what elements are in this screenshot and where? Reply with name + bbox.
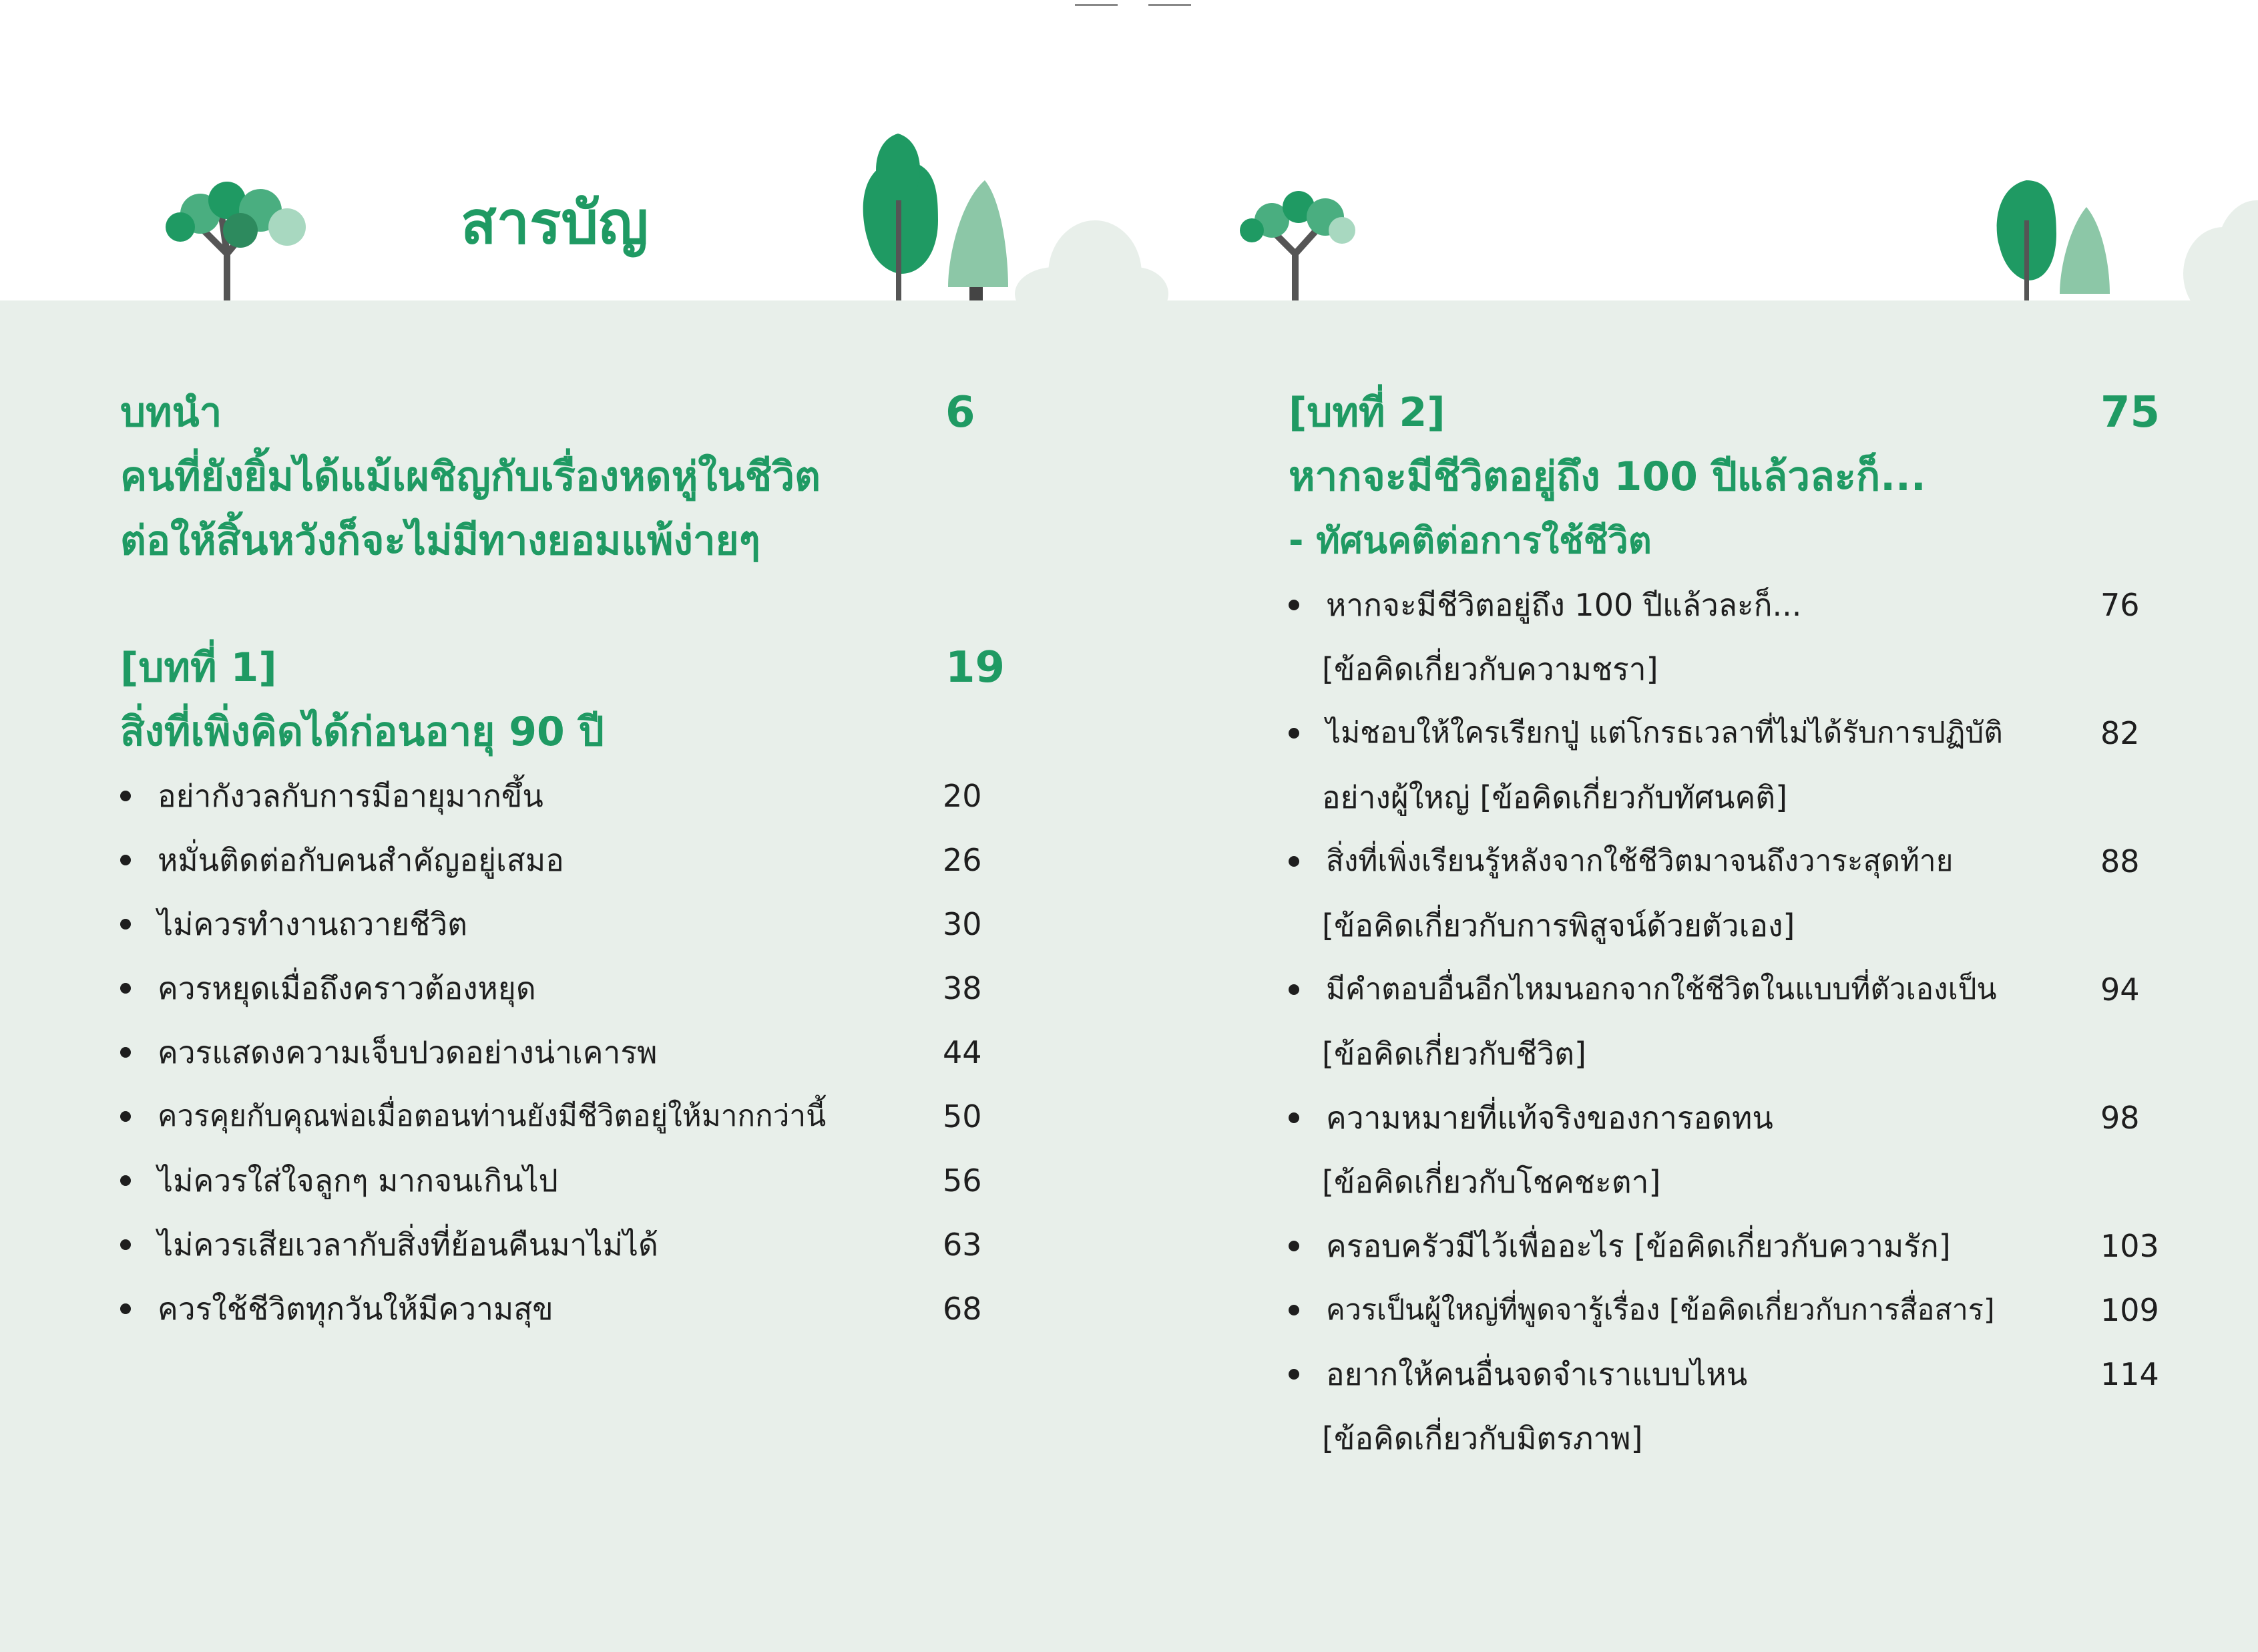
intro-entry[interactable] <box>120 381 995 573</box>
item-page: 82 <box>2100 715 2140 751</box>
chapter-2-label: [บทที่ 2] <box>1289 389 1445 436</box>
item-page: 30 <box>943 906 982 942</box>
bullet-icon <box>120 1175 131 1186</box>
list-item[interactable] <box>1289 701 2177 829</box>
page-title: สารบัญ <box>461 188 649 257</box>
bullet-icon <box>1289 856 1299 867</box>
left-column <box>120 381 1005 1341</box>
item-text: ควรแสดงความเจ็บปวดอย่างน่าเคารพ <box>158 1034 658 1070</box>
item-text: ไม่ควรใส่ใจลูกๆ มากจนเกินไป <box>158 1163 558 1199</box>
bullet-icon <box>120 919 131 930</box>
list-item[interactable] <box>120 1020 995 1084</box>
item-page: 114 <box>2100 1356 2159 1392</box>
chapter-1-title: สิ่งที่เพิ่งคิดได้ก่อนอายุ 90 ปี <box>120 708 604 755</box>
item-text: อย่ากังวลกับการมีอายุมากขึ้น <box>158 778 543 814</box>
item-text-line-2: [ข้อคิดเกี่ยวกับชีวิต] <box>1322 1036 1586 1072</box>
acacia-tree-icon-right <box>1240 191 1355 300</box>
bullet-icon <box>120 1111 131 1122</box>
item-page: 76 <box>2100 587 2140 623</box>
item-text-line-2: [ข้อคิดเกี่ยวกับการพิสูจน์ด้วยตัวเอง] <box>1322 907 1795 944</box>
list-item[interactable] <box>120 1084 995 1149</box>
item-page: 63 <box>943 1227 982 1263</box>
list-item[interactable] <box>1289 1342 2177 1470</box>
bullet-icon <box>120 1303 131 1314</box>
item-text: ควรใช้ชีวิตทุกวันให้มีความสุข <box>158 1291 553 1327</box>
intro-title-line-1: คนที่ยังยิ้มได้แม้เผชิญกับเรื่องหดหู่ในชีวิต <box>120 453 821 500</box>
list-item[interactable] <box>1289 958 2177 1086</box>
item-page: 50 <box>943 1098 982 1134</box>
item-text: หมั่นติดต่อกับคนสำคัญอยู่เสมอ <box>158 842 564 878</box>
item-text: อยากให้คนอื่นจดจำเราแบบไหน <box>1326 1356 1748 1392</box>
intro-title-line-2: ต่อให้สิ้นหวังก็จะไม่มีทางยอมแพ้ง่ายๆ <box>120 518 760 564</box>
chapter-1-list <box>120 764 995 1341</box>
item-text-line-2: [ข้อคิดเกี่ยวกับมิตรภาพ] <box>1322 1420 1643 1456</box>
intro-label: บทนำ <box>120 389 222 436</box>
list-item[interactable] <box>1289 573 2177 701</box>
round-tree-icon-right <box>1997 180 2056 300</box>
bullet-icon <box>120 1239 131 1250</box>
list-item[interactable] <box>120 1149 995 1213</box>
item-page: 38 <box>943 970 982 1006</box>
item-text: มีคำตอบอื่นอีกไหมนอกจากใช้ชีวิตในแบบที่ตัวเองเป็น <box>1326 972 1997 1006</box>
chapter-2-title: หากจะมีชีวิตอยู่ถึง 100 ปีแล้วละก็... <box>1289 453 1926 500</box>
cone-tree-icon <box>948 180 1008 300</box>
list-item[interactable] <box>1289 829 2177 958</box>
bullet-icon <box>1289 1369 1299 1380</box>
chapter-2-entry[interactable] <box>1289 381 2177 573</box>
cone-tree-icon-right <box>2060 207 2110 294</box>
list-item[interactable] <box>120 764 995 828</box>
chapter-1-label: [บทที่ 1] <box>120 644 277 691</box>
bullet-icon <box>1289 984 1299 995</box>
bullet-icon <box>1289 728 1299 739</box>
list-item[interactable] <box>120 1277 995 1341</box>
list-item[interactable] <box>120 892 995 956</box>
bullet-icon <box>120 855 131 865</box>
item-text: ครอบครัวมีไว้เพื่ออะไร [ข้อคิดเกี่ยวกับความรัก] <box>1326 1228 1951 1264</box>
item-text-line-2: [ข้อคิดเกี่ยวกับโชคชะตา] <box>1322 1164 1661 1200</box>
bullet-icon <box>120 1047 131 1058</box>
item-text-line-2: [ข้อคิดเกี่ยวกับความชรา] <box>1322 651 1658 687</box>
item-text: ควรเป็นผู้ใหญ่ที่พูดจารู้เรื่อง [ข้อคิดเกี่ยวกับการสื่อสาร] <box>1326 1293 1995 1327</box>
item-page: 20 <box>943 778 982 814</box>
item-text: สิ่งที่เพิ่งเรียนรู้หลังจากใช้ชีวิตมาจนถึงวาระสุดท้าย <box>1326 844 1954 878</box>
chapter-2-subtitle: - ทัศนคติต่อการใช้ชีวิต <box>1289 520 1652 562</box>
item-page: 94 <box>2100 972 2140 1008</box>
round-tree-icon <box>863 134 938 300</box>
acacia-tree-icon <box>166 182 306 300</box>
chapter-2-list <box>1289 573 2177 1470</box>
list-item[interactable] <box>1289 1086 2177 1214</box>
item-page: 44 <box>943 1034 982 1070</box>
item-text: ไม่ควรเสียเวลากับสิ่งที่ย้อนคืนมาไม่ได้ <box>158 1227 658 1263</box>
item-text-line-2: อย่างผู้ใหญ่ [ข้อคิดเกี่ยวกับทัศนคติ] <box>1322 779 1788 815</box>
bullet-icon <box>1289 1112 1299 1123</box>
item-text: ควรคุยกับคุณพ่อเมื่อตอนท่านยังมีชีวิตอยู่ให้มากกว่านี้ <box>158 1099 827 1133</box>
intro-page-number: 6 <box>945 388 975 437</box>
list-item[interactable] <box>120 956 995 1020</box>
bullet-icon <box>120 983 131 994</box>
list-item[interactable] <box>1289 1214 2177 1278</box>
chapter-1-entry[interactable] <box>120 636 1005 764</box>
item-text: หากจะมีชีวิตอยู่ถึง 100 ปีแล้วละก็... <box>1326 587 1802 623</box>
right-column <box>1289 381 2177 1470</box>
list-item[interactable] <box>1289 1278 2177 1342</box>
item-page: 26 <box>943 842 982 878</box>
tree-illustration <box>0 0 2258 307</box>
item-text: ควรหยุดเมื่อถึงคราวต้องหยุด <box>158 970 536 1006</box>
item-page: 103 <box>2100 1228 2159 1264</box>
chapter-2-page-number: 75 <box>2100 388 2161 437</box>
list-item[interactable] <box>120 828 995 892</box>
item-page: 68 <box>943 1291 982 1327</box>
item-text: ไม่ควรทำงานถวายชีวิต <box>158 906 468 942</box>
item-page: 88 <box>2100 843 2140 879</box>
item-page: 98 <box>2100 1100 2140 1136</box>
item-text: ความหมายที่แท้จริงของการอดทน <box>1326 1100 1773 1136</box>
bullet-icon <box>1289 1241 1299 1251</box>
item-page: 56 <box>943 1163 982 1199</box>
bullet-icon <box>120 791 131 801</box>
bullet-icon <box>1289 1305 1299 1315</box>
item-page: 109 <box>2100 1292 2159 1328</box>
item-text: ไม่ชอบให้ใครเรียกปู่ แต่โกรธเวลาที่ไม่ได้รับการปฏิบัติ <box>1326 716 2003 750</box>
bullet-icon <box>1289 600 1299 610</box>
list-item[interactable] <box>120 1213 995 1277</box>
chapter-1-page-number: 19 <box>945 643 1005 692</box>
